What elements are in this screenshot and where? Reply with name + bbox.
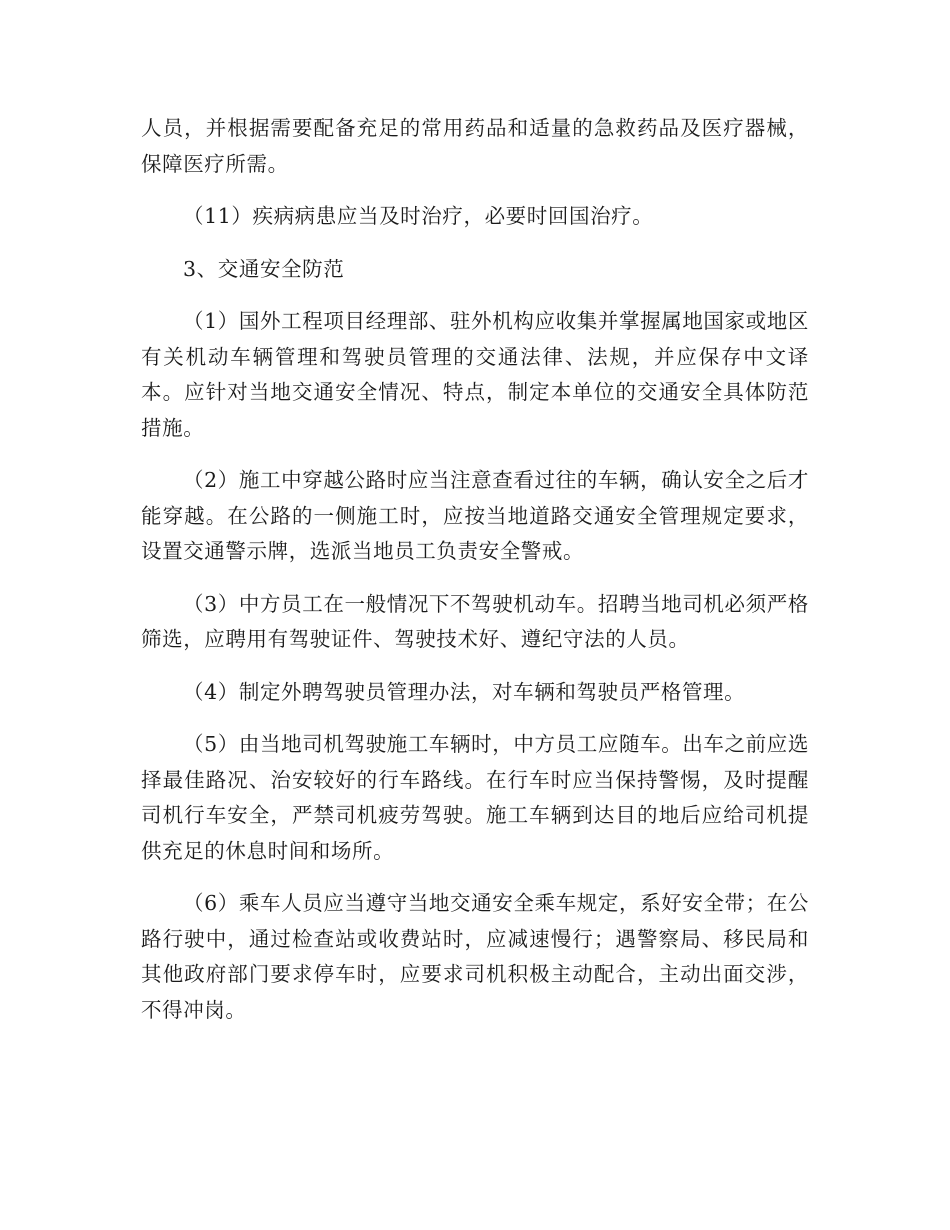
paragraph-item-3: （3）中方员工在一般情况下不驾驶机动车。招聘当地司机必须严格筛选，应聘用有驾驶证件、驾驶技术好、遵纪守法的人员。	[141, 591, 809, 651]
document-body	[141, 111, 809, 1045]
paragraph-item-11: （11）疾病病患应当及时治疗，必要时回国治疗。	[183, 204, 654, 228]
section-heading-traffic-safety: 3、交通安全防范	[183, 256, 345, 281]
paragraph-item-1: （1）国外工程项目经理部、驻外机构应收集并掌握属地国家或地区有关机动车辆管理和驾驶员管理的交通法律、法规，并应保存中文译本。应针对当地交通安全情况、特点，制定本单位的交通安全具体防范措施。	[141, 309, 809, 440]
paragraph-medical-continuation: 人员，并根据需要配备充足的常用药品和适量的急救药品及医疗器械，保障医疗所需。	[141, 116, 809, 176]
paragraph-item-6: （6）乘车人员应当遵守当地交通安全乘车规定，系好安全带；在公路行驶中，通过检查站或收费站时，应减速慢行；遇警察局、移民局和其他政府部门要求停车时，应要求司机积极主动配合，主动出面交涉，不得冲岗。	[141, 891, 809, 1022]
paragraph-item-4: （4）制定外聘驾驶员管理办法，对车辆和驾驶员严格管理。	[183, 679, 746, 704]
paragraph-item-2: （2）施工中穿越公路时应当注意查看过往的车辆，确认安全之后才能穿越。在公路的一侧施工时，应按当地道路交通安全管理规定要求，设置交通警示牌，选派当地员工负责安全警戒。	[141, 468, 809, 563]
paragraph-item-5: （5）由当地司机驾驶施工车辆时，中方员工应随车。出车之前应选择最佳路况、治安较好的行车路线。在行车时应当保持警惕，及时提醒司机行车安全，严禁司机疲劳驾驶。施工车辆到达目的地后应给司机提供充足的休息时间和场所。	[141, 732, 809, 863]
